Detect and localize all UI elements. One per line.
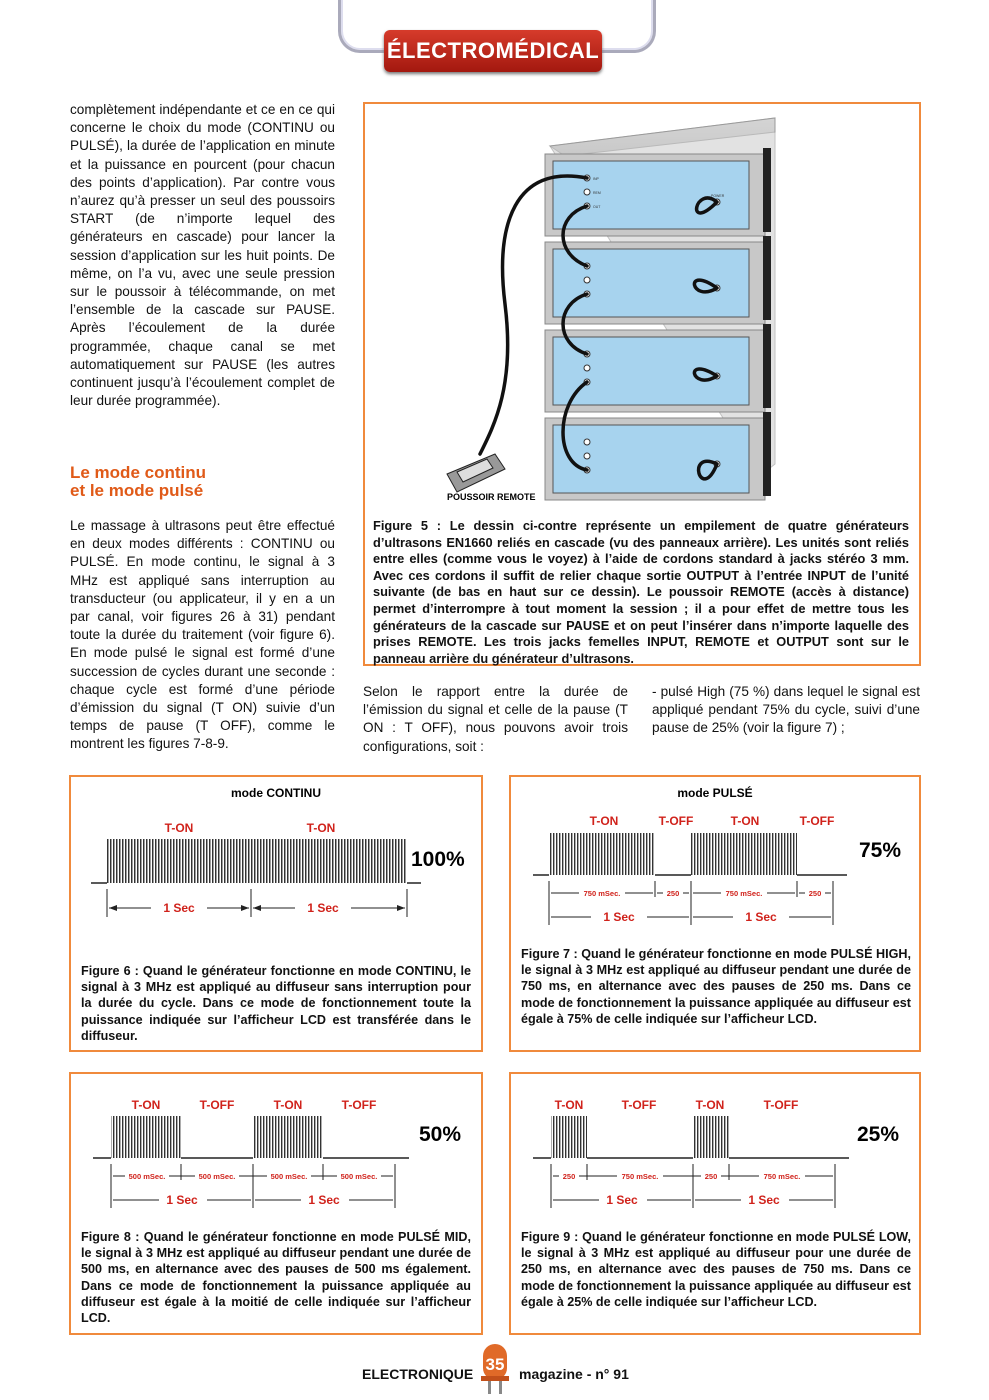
sec-label: 1 Sec <box>748 1193 780 1207</box>
power-percent: 75% <box>859 839 902 862</box>
page-number-led-icon <box>480 1342 510 1394</box>
sec-label: 1 Sec <box>308 1193 340 1207</box>
duration-label: 750 mSec. <box>621 1172 659 1181</box>
t-on-label: T-ON <box>730 814 760 828</box>
duration-label: 250 <box>562 1172 576 1181</box>
jack-label: REM <box>593 191 601 195</box>
duration-label: 250 <box>666 889 680 898</box>
signal-burst <box>551 1116 587 1158</box>
figure-8-caption: Figure 8 : Quand le générateur fonctionne en mode PULSÉ MID, le signal à 3 MHz est appliqué au diffuseur pendant une durée de 500 ms, en alternance avec des pauses de 500 ms également. Dans ce mode de fonctionnement la puissance appliquée au diffuseur est égale à la moitié de celle indiquée sur l’afficheur LCD. <box>81 1230 471 1326</box>
sec-label: 1 Sec <box>606 1193 638 1207</box>
duration-label: 250 <box>704 1172 718 1181</box>
body-paragraph-2: Le massage à ultrasons peut être effectué en deux modes différents : CONTINU ou PULSÉ. En mode continu, le signal à 3 MHz est appliqué sans interruption au transducteur (ou applicateur, il y en a un par canal, voir figures 26 à 31) pendant toute la durée du traitement (voir figure 6). En mode pulsé le signal est formé d’une succession de cycles durant une seconde : chaque cycle est formé d’une période d’émission du signal (T ON) suivie d’un temps de pause (T OFF), comme le montrent les figures 7-8-9. <box>70 518 335 752</box>
figure-5-caption: Figure 5 : Le dessin ci-contre représente un empilement de quatre générateurs d’ultrasons EN1660 reliés en cascade (vu des panneaux arrière). Les unités sont reliés entre elles (comme vous le voyez) à l’aide de cordons standard à jacks stéréo 3 mm. Avec ces cordons il suffit de relier chaque sortie OUTPUT à l’entrée INPUT de l’unité suivante (de bas en haut sur ce dessin). Le poussoir REMOTE (accès à distance) permet d’interrompre à tout moment la session ; il a pour effet de mettre tous les générateurs de la cascade sur PAUSE et on peut l’insérer dans n’importe laquelle des prises REMOTE. Les trois jacks femelles INPUT, REMOTE et OUTPUT sont sur le panneau arrière du générateur d’ultrasons. <box>373 518 909 666</box>
t-on-label: T-ON <box>306 821 336 835</box>
jack-label: OUT <box>593 205 601 209</box>
signal-burst <box>549 833 655 875</box>
figure-title: mode CONTINU <box>231 786 321 800</box>
generator-unit <box>545 412 771 500</box>
t-off-label: T-OFF <box>341 1098 377 1112</box>
pulsed-mid-diagram <box>71 1074 481 1224</box>
figure-7 <box>509 775 921 1052</box>
t-off-label: T-OFF <box>621 1098 657 1112</box>
t-on-label: T-ON <box>273 1098 303 1112</box>
signal-burst <box>107 839 407 883</box>
figure-9 <box>509 1072 921 1335</box>
duration-label: 500 mSec. <box>270 1172 308 1181</box>
jack-label: INP <box>593 177 599 181</box>
t-on-label: T-ON <box>164 821 194 835</box>
signal-burst <box>111 1116 181 1158</box>
t-off-label: T-OFF <box>199 1098 235 1112</box>
duration-label: 500 mSec. <box>340 1172 378 1181</box>
t-on-label: T-ON <box>131 1098 161 1112</box>
generator-stack-illustration <box>365 104 919 514</box>
body-paragraph-1: complètement indépendante et ce en ce qui concerne le choix du mode (CONTINU ou PULSÉ), la durée de l’application en minute et la puissance en pourcent (pour chacun des points d’application). Par contre vous n’aurez qu’à presser un seul des poussoirs START (de n’importe lequel des générateurs en cascade) pour lancer la session d’application sur les huit points. De même, on l’a vu, avec une seule pression sur le poussoir à télécommande, on met l’ensemble de la cascade sur PAUSE. Après l’écoulement de la durée programmée, chaque canal se met automatiquement sur PAUSE (les autres continuent jusqu’à l’écoulement complet de leur durée programmée). <box>70 102 335 409</box>
page-number: 35 <box>485 1355 505 1374</box>
sec-label: 1 Sec <box>745 910 777 924</box>
sec-label: 1 Sec <box>166 1193 198 1207</box>
section-label: ÉLECTROMÉDICAL <box>384 30 602 72</box>
signal-burst <box>253 1116 323 1158</box>
power-percent: 50% <box>419 1123 462 1146</box>
sec-label: 1 Sec <box>163 901 195 915</box>
heading-line-1: Le mode continu <box>70 463 206 482</box>
figure-9-caption: Figure 9 : Quand le générateur fonctionne en mode PULSÉ LOW, le signal à 3 MHz est appliqué au diffuseur pour une durée de 250 ms, en alternance avec des pauses de 750 ms. Dans ce mode de fonctionnement la puissance appliquée au diffuseur est égale à 25% de celle indiquée sur l’afficheur LCD. <box>521 1230 911 1309</box>
power-percent: 100% <box>411 848 465 871</box>
t-on-label: T-ON <box>554 1098 584 1112</box>
figure-title: mode PULSÉ <box>677 786 753 800</box>
pulsed-low-diagram <box>511 1074 919 1224</box>
duration-label: 750 mSec. <box>583 889 621 898</box>
figure-6-caption: Figure 6 : Quand le générateur fonctionne en mode CONTINU, le signal à 3 MHz est appliqué au diffuseur sans interruption pour la durée du cycle. Dans ce mode de fonctionnement toute la puissance indiquée sur l’afficheur LCD est transférée dans le diffuseur. <box>81 964 471 1043</box>
signal-burst <box>693 1116 729 1158</box>
remote-pushbutton <box>447 454 505 492</box>
body-paragraph-3: Selon le rapport entre la durée de l’émission du signal et celle de la pause (T ON : T OFF), nous pouvons avoir trois configurations, soit : <box>363 684 628 754</box>
power-percent: 25% <box>857 1123 900 1146</box>
signal-burst <box>691 833 797 875</box>
generator-unit <box>545 236 771 324</box>
duration-label: 250 <box>808 889 822 898</box>
body-paragraph-4: - pulsé High (75 %) dans lequel le signal est appliqué pendant 75% du cycle, suivi d’une pause de 25% (voir la figure 7) ; <box>652 684 920 736</box>
duration-label: 750 mSec. <box>725 889 763 898</box>
t-off-label: T-OFF <box>799 814 835 828</box>
duration-label: 500 mSec. <box>128 1172 166 1181</box>
sec-label: 1 Sec <box>307 901 339 915</box>
pulsed-high-diagram <box>511 777 919 937</box>
t-on-label: T-ON <box>695 1098 725 1112</box>
duration-label: 750 mSec. <box>763 1172 801 1181</box>
continuous-mode-diagram <box>71 777 481 957</box>
footer-issue: magazine - n° 91 <box>519 1366 629 1382</box>
jack-label: POWER <box>711 194 725 198</box>
generator-unit <box>545 324 771 412</box>
footer-magazine-name: ELECTRONIQUE <box>362 1366 474 1382</box>
generator-unit <box>545 148 771 236</box>
t-off-label: T-OFF <box>763 1098 799 1112</box>
sec-label: 1 Sec <box>603 910 635 924</box>
t-off-label: T-OFF <box>658 814 694 828</box>
heading-line-2: et le mode pulsé <box>70 481 204 500</box>
section-heading <box>70 464 335 500</box>
remote-label: POUSSOIR REMOTE <box>447 492 536 502</box>
figure-8 <box>69 1072 483 1335</box>
t-on-label: T-ON <box>589 814 619 828</box>
duration-label: 500 mSec. <box>198 1172 236 1181</box>
figure-6 <box>69 775 483 1052</box>
figure-7-caption: Figure 7 : Quand le générateur fonctionne en mode PULSÉ HIGH, le signal à 3 MHz est appliqué au diffuseur pendant une durée de 750 ms, en alternance avec des pauses de 250 ms. Dans ce mode de fonctionnement la puissance appliquée au diffuseur est égale à 75% de celle indiquée sur l’afficheur LCD. <box>521 947 911 1026</box>
